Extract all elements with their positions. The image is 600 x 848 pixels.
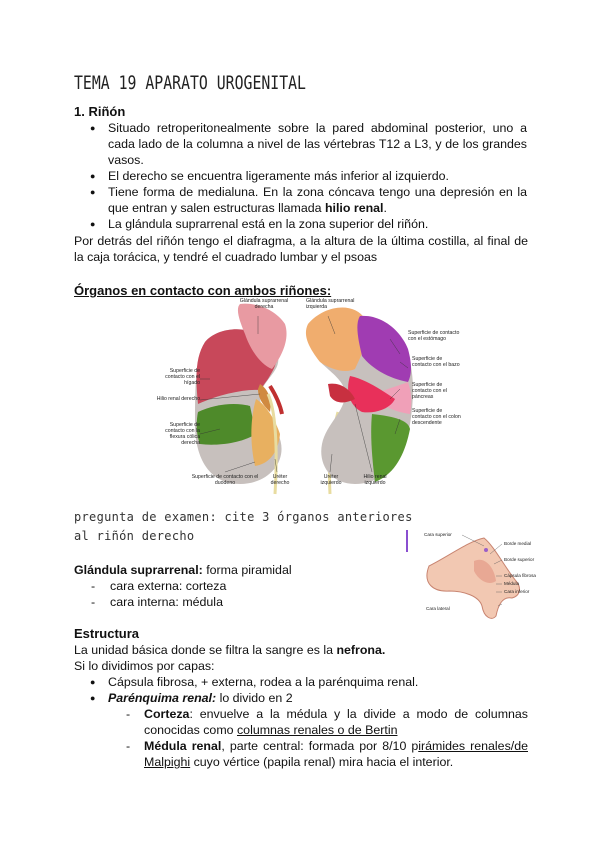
label-liver: Superficie de contacto con el hígado bbox=[165, 368, 200, 386]
page-title: TEMA 19 APARATO UROGENITAL bbox=[74, 72, 306, 94]
kidneys-figure bbox=[150, 294, 464, 500]
label-hilum-left: Hilio renal izquierdo bbox=[363, 474, 387, 486]
gland-label-3: Cápsula fibrosa bbox=[504, 573, 536, 578]
label-stomach: Superficie de contacto con el estómago bbox=[408, 330, 460, 342]
list-item: - cara externa: corteza bbox=[74, 578, 226, 594]
label-colic: Superficie de contacto con la flexura cólica derecha bbox=[165, 422, 200, 446]
gland-label-4: Médula bbox=[504, 581, 520, 586]
gland-list bbox=[74, 578, 226, 610]
label-ureter-right: Uréter derecho bbox=[270, 474, 290, 486]
section-heading-rinon: 1. Riñón bbox=[74, 104, 126, 119]
gland-label-0: Cara superior bbox=[424, 532, 452, 537]
handwritten-exam-note: pregunta de examen: cite 3 órganos anteriores al riñón derecho bbox=[74, 510, 413, 543]
left-kidney-shape bbox=[306, 308, 413, 484]
label-spleen: Superficie de contacto con el bazo bbox=[412, 356, 460, 368]
gland-label-5: Cara inferior bbox=[504, 589, 530, 594]
list-item: ● El derecho se encuentra ligeramente más inferior al izquierdo. bbox=[74, 168, 527, 184]
structure-line2: Si lo dividimos por capas: bbox=[74, 659, 215, 673]
list-item: ● Parénquima renal: lo divido en 2 bbox=[74, 690, 527, 706]
label-colon: Superficie de contacto con el colon descendente bbox=[412, 408, 461, 426]
structure-heading: Estructura bbox=[74, 626, 140, 641]
gland-label-1: Borde medial bbox=[504, 541, 532, 546]
gland-label-2: Borde superior bbox=[504, 557, 535, 562]
list-item: - cara interna: médula bbox=[74, 594, 226, 610]
structure-line1: La unidad básica donde se filtra la sangre es la nefrona. bbox=[74, 643, 386, 657]
list-item: ● Situado retroperitonealmente sobre la pared abdominal posterior, uno a cada lado de la columna a nivel de las vértebras T12 a L3, y de los grandes vasos. bbox=[74, 120, 527, 168]
medulla-item: - Médula renal, parte central: formada por 8/10 pirámides renales/de Malpighi cuyo vértice (papila renal) mira hacia el interior. bbox=[126, 739, 528, 769]
rinon-bullet-list bbox=[74, 120, 527, 232]
gland-heading: Glándula suprarrenal: forma piramidal bbox=[74, 563, 292, 577]
paragraph-posterior: Por detrás del riñón tengo el diafragma, a la altura de la última costilla, al final de la caja torácica, y tendré el cuadrado lumbar y el psoas bbox=[74, 234, 528, 264]
label-pancreas: Superficie de contacto con el páncreas bbox=[412, 382, 447, 400]
structure-bullet-list bbox=[74, 674, 527, 706]
label-gland-left: Glándula suprarrenal izquierda bbox=[306, 298, 355, 310]
label-duodenum: Superficie de contacto con el duodeno bbox=[191, 474, 259, 486]
label-ureter-left: Uréter izquierdo bbox=[320, 474, 342, 486]
list-item: ● Tiene forma de medialuna. En la zona cóncava tengo una depresión en la que entran y salen estructuras llamada hilio renal. bbox=[74, 184, 527, 216]
organs-heading: Órganos en contacto con ambos riñones: bbox=[74, 283, 332, 298]
label-gland-right: Glándula suprarrenal derecha bbox=[239, 298, 289, 310]
list-item: ● La glándula suprarrenal está en la zona superior del riñón. bbox=[74, 216, 527, 232]
cortex-item: - Corteza: envuelve a la médula y la divide a modo de columnas conocidas como columnas renales o de Bertin bbox=[126, 707, 528, 737]
adrenal-gland-figure bbox=[404, 526, 550, 626]
gland-label-6: Cara lateral bbox=[426, 606, 450, 611]
label-hilum-right: Hilio renal derecho bbox=[156, 396, 200, 402]
list-item: ● Cápsula fibrosa, + externa, rodea a la parénquima renal. bbox=[74, 674, 527, 690]
